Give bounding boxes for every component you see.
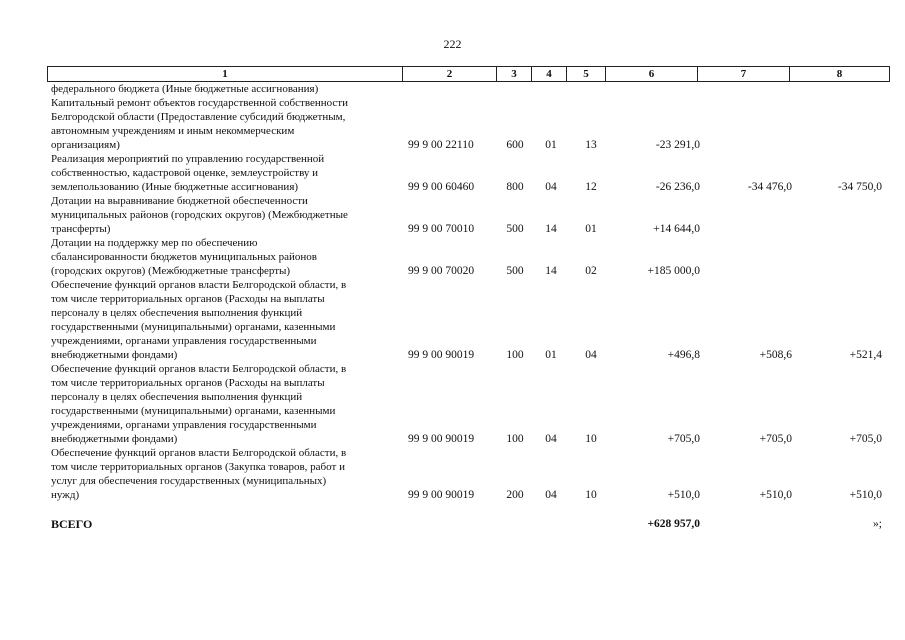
table-row [0,96,905,152]
description-line: Обеспечение функций органов власти Белгородской области, в [51,279,347,291]
table-row [0,236,905,278]
description-line: (городских округов) (Межбюджетные трансферты) [51,265,291,277]
budget-code: 99 9 00 90019 [408,433,475,445]
amount-col6: -23 291,0 [655,139,700,151]
column-header-8: 8 [790,67,890,82]
description-line: сбалансированности бюджетов муниципальных районов [51,251,317,263]
description-line: Дотации на поддержку мер по обеспечению [51,237,258,249]
description-line: внебюджетными фондами) [51,433,178,445]
column-header-5: 5 [567,67,606,82]
budget-code: 99 9 00 22110 [408,139,474,151]
description-line: государственными (муниципальными) органами, казенными [51,405,336,417]
description-line: трансферты) [51,223,111,235]
row-description [51,82,394,96]
expense-type: 100 [506,349,524,361]
description-line: федерального бюджета (Иные бюджетные ассигнования) [51,83,319,95]
description-line: том числе территориальных органов (Расходы на выплаты [51,377,325,389]
total-value: +628 957,0 [647,518,700,530]
expense-type: 100 [506,433,524,445]
subsection: 04 [585,349,597,361]
expense-type: 500 [506,223,524,235]
budget-code: 99 9 00 70020 [408,265,475,277]
closing-quote: »; [873,518,882,530]
description-line: Обеспечение функций органов власти Белгородской области, в [51,447,347,459]
amount-col7: +508,6 [759,349,792,361]
table-row [0,446,905,502]
description-line: собственностью, кадастровой оценке, землеустройству и [51,167,319,179]
amount-col6: +705,0 [667,433,700,445]
row-description [51,278,394,362]
amount-col7: +705,0 [759,433,792,445]
subsection: 10 [585,489,597,501]
table-row [0,152,905,194]
description-line: организациям) [51,139,120,151]
page-number: 222 [443,37,462,51]
expense-type: 200 [506,489,524,501]
amount-col6: -26 236,0 [655,181,700,193]
section: 14 [545,265,557,277]
amount-col7: +510,0 [759,489,792,501]
description-line: государственными (муниципальными) органами, казенными [51,321,336,333]
subsection: 13 [585,139,597,151]
amount-col8: -34 750,0 [837,181,882,193]
description-line: внебюджетными фондами) [51,349,178,361]
budget-table-body [0,82,905,502]
row-description [51,96,394,152]
section: 01 [545,139,557,151]
amount-col6: +14 644,0 [653,223,700,235]
description-line: персоналу в целях обеспечения выполнения функций [51,307,303,319]
description-line: персоналу в целях обеспечения выполнения функций [51,391,303,403]
description-line: муниципальных районов (городских округов) (Межбюджетные [51,209,348,221]
row-description [51,236,394,278]
amount-col6: +496,8 [667,349,700,361]
subsection: 10 [585,433,597,445]
section: 04 [545,489,557,501]
total-label: ВСЕГО [51,517,93,531]
description-line: учреждениями, органами управления государственными [51,419,317,431]
column-header-1: 1 [48,67,403,82]
amount-col7: -34 476,0 [747,181,792,193]
description-line: Реализация мероприятий по управлению государственной [51,153,325,165]
section: 14 [545,223,557,235]
description-line: Обеспечение функций органов власти Белгородской области, в [51,363,347,375]
table-row [0,194,905,236]
table-row [0,362,905,446]
expense-type: 800 [506,181,524,193]
description-line: учреждениями, органами управления государственными [51,335,317,347]
amount-col6: +510,0 [667,489,700,501]
row-description [51,362,394,446]
section: 04 [545,181,557,193]
column-header-3: 3 [497,67,532,82]
amount-col8: +510,0 [849,489,882,501]
description-line: том числе территориальных органов (Закупка товаров, работ и [51,461,345,473]
description-line: том числе территориальных органов (Расходы на выплаты [51,293,325,305]
amount-col8: +705,0 [849,433,882,445]
budget-code: 99 9 00 70010 [408,223,475,235]
description-line: автономным учреждениям и иным некоммерческим [51,125,295,137]
expense-type: 600 [506,139,524,151]
row-description [51,194,394,236]
section: 01 [545,349,557,361]
subsection: 12 [585,181,597,193]
column-header-6: 6 [606,67,698,82]
row-description [51,446,394,502]
description-line: Дотации на выравнивание бюджетной обеспеченности [51,195,308,207]
subsection: 02 [585,265,597,277]
description-line: Капитальный ремонт объектов государственной собственности [51,97,348,109]
amount-col8: +521,4 [849,349,882,361]
column-header-7: 7 [698,67,790,82]
subsection: 01 [585,223,597,235]
description-line: землепользованию (Иные бюджетные ассигнования) [51,181,299,193]
description-line: услуг для обеспечения государственных (муниципальных) [51,475,327,487]
table-row [0,82,905,96]
description-line: Белгородской области (Предоставление субсидий бюджетным, [51,111,346,123]
budget-code: 99 9 00 90019 [408,489,475,501]
section: 04 [545,433,557,445]
column-header-4: 4 [532,67,567,82]
description-line: нужд) [51,489,80,501]
column-header-2: 2 [403,67,497,82]
table-row [0,278,905,362]
budget-code: 99 9 00 90019 [408,349,475,361]
budget-code: 99 9 00 60460 [408,181,475,193]
expense-type: 500 [506,265,524,277]
row-description [51,152,394,194]
column-header-row [47,66,890,82]
amount-col6: +185 000,0 [647,265,700,277]
